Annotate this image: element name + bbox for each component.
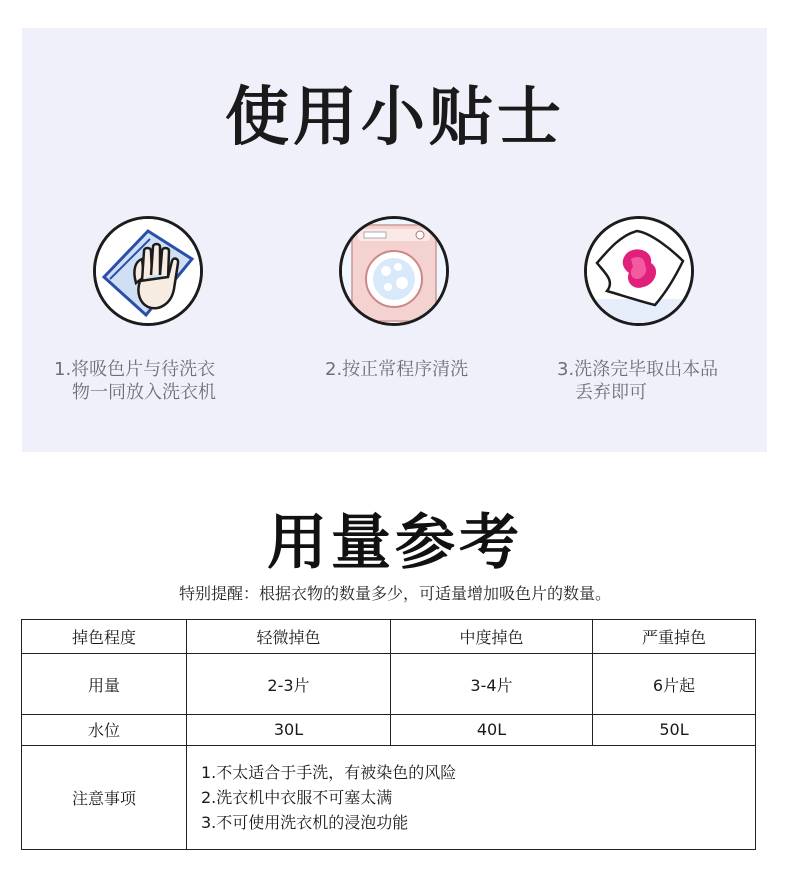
step-1-text: 1.将吸色片与待洗衣 物一同放入洗衣机 (54, 359, 216, 403)
table-row (22, 654, 756, 715)
usage-table (21, 619, 756, 850)
header-cell-heavy: 严重掉色 (593, 620, 756, 654)
water-label: 水位 (22, 715, 187, 745)
header-cell-medium: 中度掉色 (391, 620, 593, 654)
tips-title: 使用小贴士 (225, 81, 565, 155)
dosage-medium: 3-4片 (391, 654, 593, 715)
water-heavy: 50L (593, 715, 756, 745)
dosage-heavy: 6片起 (593, 654, 756, 715)
water-light: 30L (187, 715, 391, 745)
header-cell-degree: 掉色程度 (22, 620, 187, 654)
note-item: 2.洗衣机中衣服不可塞太满 (201, 787, 393, 807)
usage-title: 用量参考 (267, 508, 523, 578)
stained-sheet-icon (584, 216, 694, 326)
water-medium: 40L (391, 715, 593, 745)
header-cell-light: 轻微掉色 (187, 620, 391, 654)
dosage-light: 2-3片 (187, 654, 391, 715)
notes-cell (187, 745, 756, 849)
table-row (22, 620, 756, 654)
step-2-text: 2.按正常程序清洗 (325, 359, 469, 380)
usage-note: 特别提醒：根据衣物的数量多少，可适量增加吸色片的数量。 (178, 584, 611, 603)
table-row (22, 715, 756, 745)
note-item: 1.不太适合于手洗，有被染色的风险 (201, 762, 457, 782)
note-item: 3.不可使用洗衣机的浸泡功能 (201, 812, 409, 832)
washing-machine-icon (339, 216, 449, 326)
notes-label: 注意事项 (22, 745, 187, 849)
hand-with-cloth-icon (93, 216, 203, 326)
step-3-text: 3.洗涤完毕取出本品 丢弃即可 (557, 359, 719, 403)
dosage-label: 用量 (22, 654, 187, 715)
table-row (22, 745, 756, 849)
